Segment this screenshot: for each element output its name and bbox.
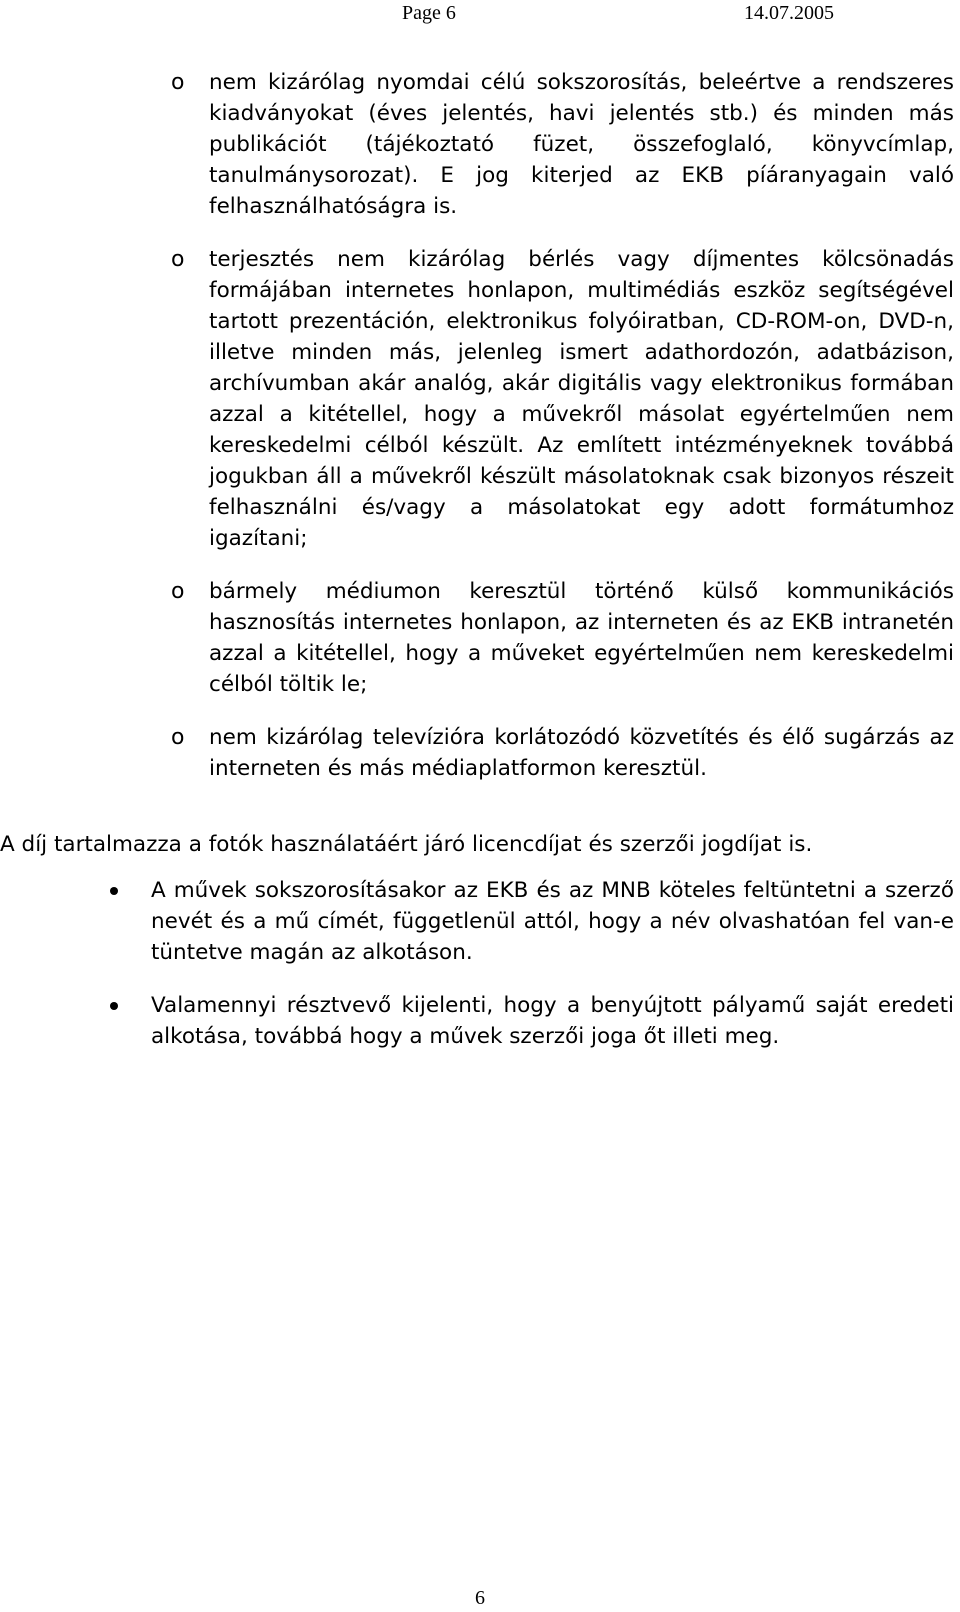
- list-item-text: bármely médiumon keresztül történő külső kommunikációs hasznosítás internetes honlapon, az interneten és az EKB intranetén azzal a kitétellel, hogy a műveket egyértelműen nem kereskedelmi célból töltik le;: [209, 579, 954, 697]
- list-item: [0, 244, 960, 554]
- footer-page-number: 6: [475, 1587, 485, 1609]
- list-item-text: terjesztés nem kizárólag bérlés vagy díjmentes kölcsönadás formájában internetes honlapon, multimédiás eszköz segítségével tartott prezentáción, elektronikus folyóiratban, CD-ROM-on, DVD-n, illetve minden más, jelenleg ismert adathordozón, adatbázison, archívumban akár analóg, akár digitális vagy elektronikus formában azzal a kitétellel, hogy a művekről másolat egyértelműen nem kereskedelmi célból készült. Az említett intézményeknek továbbá jogukban áll a művekről készült másolatoknak csak bizonyos részeit felhasználni és/vagy a másolatokat egy adott formátumhoz igazítani;: [209, 247, 954, 551]
- list-marker: o: [171, 579, 185, 604]
- header-page-label: Page 6: [402, 2, 456, 24]
- list-item: [0, 576, 960, 700]
- bullet-dot-icon: [110, 887, 118, 895]
- conditions-bullet-list: [0, 875, 960, 1074]
- list-marker: o: [171, 70, 185, 95]
- bullet-text: Valamennyi résztvevő kijelenti, hogy a benyújtott pályamű saját eredeti alkotása, továbbá hogy a művek szerzői joga őt illeti meg.: [151, 993, 954, 1049]
- list-marker: o: [171, 247, 185, 272]
- list-item-text: nem kizárólag televízióra korlátozódó közvetítés és élő sugárzás az interneten és más médiaplatformon keresztül.: [209, 725, 954, 781]
- bullet-dot-icon: [110, 1002, 118, 1010]
- usage-rights-list: [0, 67, 960, 806]
- list-marker: o: [171, 725, 185, 750]
- list-item: [0, 67, 960, 222]
- header-date: 14.07.2005: [744, 2, 834, 24]
- page-header: [0, 0, 960, 26]
- list-item: [0, 722, 960, 784]
- license-fee-note: A díj tartalmazza a fotók használatáért járó licencdíjat és szerzői jogdíjat is.: [0, 832, 813, 857]
- list-item: [0, 990, 960, 1052]
- list-item-text: nem kizárólag nyomdai célú sokszorosítás, beleértve a rendszeres kiadványokat (éves jelentés, havi jelentés stb.) és minden más publikációt (tájékoztató füzet, összefoglaló, könyvcímlap, tanulmánysorozat). E jog kiterjed az EKB píáranyagain való felhasználhatóságra is.: [209, 70, 954, 219]
- bullet-text: A művek sokszorosításakor az EKB és az MNB köteles feltüntetni a szerző nevét és a mű címét, függetlenül attól, hogy a név olvashatóan fel van-e tüntetve magán az alkotáson.: [151, 878, 954, 965]
- list-item: [0, 875, 960, 968]
